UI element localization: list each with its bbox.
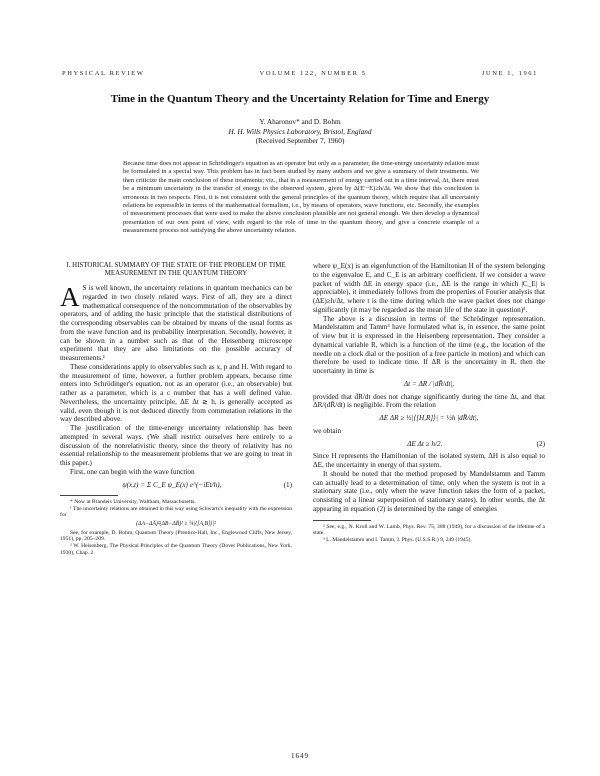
paragraph: Since H represents the Hamiltonian of the isolated system, ΔH is also equal to ΔE, the uncertainty in energy of that system. bbox=[313, 452, 545, 469]
equation-2 bbox=[313, 440, 545, 449]
paragraph: provided that d̄R/dt does not change significantly during the time Δt, and that ΔR/(dR̄/dt) is negligible. From the relation bbox=[313, 392, 545, 410]
left-column bbox=[60, 262, 292, 556]
footnote: ² W. Heisenberg, The Physical Principles of the Quantum Theory (Dover Publications, New York, 1930), Chap. 2. bbox=[60, 542, 292, 556]
drop-cap: A bbox=[60, 282, 80, 312]
paragraph: The justification of the time-energy uncertainty relationship has been attempted in several ways. (We shall restrict ourselves here entirely to a discussion of the nonrelativistic theory, since the theory of relativity has no essential relationship to the measurement problems that we are going to treat in this paper.) bbox=[60, 424, 292, 467]
footnote: ¹ The uncertainty relations are obtained in this way using Schwartz's inequality with the expression for bbox=[60, 505, 292, 519]
footnote-rule bbox=[60, 495, 118, 496]
footnote-rule bbox=[313, 520, 371, 521]
author-names: Y. Aharonov* and D. Bohm bbox=[259, 117, 341, 126]
equation-uncertainty-time bbox=[313, 380, 545, 389]
journal-name: PHYSICAL REVIEW bbox=[62, 70, 145, 77]
paragraph: It should be noted that the method proposed by Mandelstamm and Tamm can actually lead to a determination of time, only when the system is not in a stationary state (i.e., only when the wave function takes the form of a packet, consisting of a linear superposition of stationary states). In other words, the Δt appearing in equation (2) is determined by the range of energies bbox=[313, 469, 545, 513]
paper-title: Time in the Quantum Theory and the Uncertainty Relation for Time and Energy bbox=[110, 93, 490, 105]
abstract: Because time does not appear in Schrödinger's equation as an operator but only as a parameter, the time-energy uncertainty relation must be formulated in a special way. This problem has in fact been studied by many authors and we give a summary of their treatments. We then criticize the main conclusion of these treatments; viz., that in a measurement of energy carried out in a time interval, Δt, there must be a minimum uncertainty in the transfer of energy to the observed system, given by Δ(E′−E)≥h/Δt. We show that this conclusion is erroneous in two respects. First, it is not consistent with the general principles of the quantum theory, which require that all uncertainty relations be expressible in terms of the mathematical formalism, i.e., by means of operators, wave functions, etc. Secondly, the examples of measurement processes that were used to make the above conclusion plausible are not general enough. We then develop a dynamical presentation of our own point of view, with regard to the role of time in the quantum theory, and give a concrete example of a measurement process not satisfying the above uncertainty relation. bbox=[123, 160, 479, 235]
equation-number: (2) bbox=[536, 439, 545, 448]
footnote: See, for example, D. Bohm, Quantum Theory (Prentice-Hall, Inc., Englewood Cliffs, New Jersey, 1951), pp. 205–209. bbox=[60, 529, 292, 543]
author-block bbox=[40, 117, 560, 146]
paragraph: we obtain bbox=[313, 426, 342, 435]
section-heading: I. HISTORICAL SUMMARY OF THE STATE OF THE PROBLEM OF TIME MEASUREMENT IN THE QUANTUM THEORY bbox=[66, 262, 286, 277]
equation-text: ΔE ΔR ≥ ½|⟨[H,R]⟩| = ½h |dR̄/dt|, bbox=[379, 414, 479, 422]
issue-date: JUNE 1, 1961 bbox=[481, 70, 538, 77]
page-number: 1649 bbox=[291, 752, 309, 760]
footnote: * Now at Brandeis University, Waltham, Massachusetts. bbox=[70, 499, 196, 506]
running-head bbox=[62, 70, 538, 77]
equation-text: ψ(x,t) = Σ C_E ψ_E(x) e^(−iEt/h), bbox=[122, 480, 222, 489]
equation-commutator bbox=[313, 414, 545, 423]
footnote: ² See, e.g., N. Kroll and W. Lamb, Phys. Rev. 75, 388 (1949), for a discussion of the lifetime of a state. bbox=[313, 523, 545, 537]
received-date: (Received September 7, 1960) bbox=[255, 136, 345, 145]
paragraph: where ψ_E(x) is an eigenfunction of the Hamiltonian H of the system belonging to the eigenvalue E, and C_E is an arbitrary coefficient. If we consider a wave packet of width ΔE in energy space (i.e., ΔE is the range in which |C_E| is appreciable), it immediately follows from the properties of Fourier analysis that (ΔE)≥h/Δt, where t is the time during which the wave packet does not change significantly (it may be regarded as the mean life of the state in question)². bbox=[313, 262, 545, 314]
paragraph: These considerations apply to observables such as x, p and H. With regard to the measurement of time, however, a further problem appears, because time enters into Schrödinger's equation, not as an operator (i.e., an observable) but rather as a parameter, which is a c number that has a well defined value. Nevertheless, the uncertainty principle, ΔE Δt ≳ h, is generally accepted as valid, even though it is not deduced directly from commutation relations in the way described above. bbox=[60, 362, 292, 424]
equation-1 bbox=[60, 481, 292, 490]
equation-number: (1) bbox=[283, 480, 292, 489]
volume-info: VOLUME 122, NUMBER 5 bbox=[259, 70, 367, 77]
paragraph: First, one can begin with the wave function bbox=[70, 467, 195, 476]
paragraph bbox=[60, 284, 292, 363]
affiliation: H. H. Wills Physics Laboratory, Bristol, England bbox=[228, 126, 372, 136]
equation-text: ΔE Δt ≥ h/2. bbox=[407, 439, 443, 448]
paragraph: The above is a discussion in terms of the Schrödinger representation. Mandelstamm and Tamm³ have formulated what is, in essence, the same point of view but it is expressed in the Heisenberg representation. They consider a dynamical variable R, which is a function of the time (e.g., the location of the needle on a clock dial or the position of a free particle in motion) and which can therefore be used to indicate time. If ΔR is the uncertainty in R, then the uncertainty in time is bbox=[313, 314, 545, 375]
right-column bbox=[313, 262, 545, 543]
paragraph-text: S is well known, the uncertainty relations in quantum mechanics can be regarded in two closely related ways. First of all, they are a direct mathematical consequence of the noncommutation of the observables by operators, and of adding the basic principle that the statistical distributions of the corresponding observables can be obtained by means of the usual forms as from the wave function and its probability interpretation. Secondly, however, it can be shown in a number such as that of the Heisenberg microscope experiment that they are also limitations on the possible accuracy of measurements.¹ bbox=[60, 284, 292, 362]
footnote-equation: (ΔA−ΔĀ)²(ΔB−ΔB̄)² ≥ ¼|⟨[A,B]⟩|² bbox=[136, 521, 216, 528]
footnote: ³ L. Mandelstamm and I. Tamm, J. Phys. (U.S.S.R.) 9, 249 (1945). bbox=[323, 536, 472, 543]
equation-text: Δt = ΔR / |dR̄/dt|, bbox=[403, 379, 455, 388]
